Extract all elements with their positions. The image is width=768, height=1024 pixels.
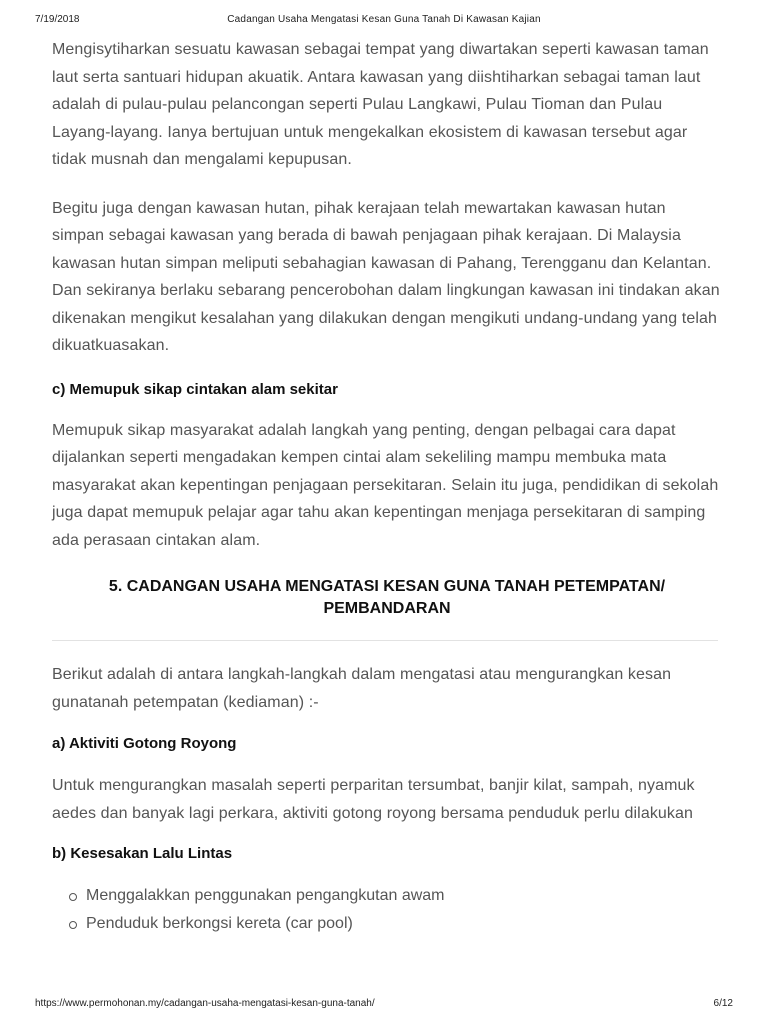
print-header — [35, 14, 733, 28]
paragraph-gotong-royong: Untuk mengurangkan masalah seperti perparitan tersumbat, banjir kilat, sampah, nyamuk aedes dan banyak lagi perkara, aktiviti gotong royong bersama penduduk perlu dilakukan — [52, 777, 695, 822]
paragraph-forest-reserves: Begitu juga dengan kawasan hutan, pihak kerajaan telah mewartakan kawasan hutan simpan sebagai kawasan yang berada di bawah penjagaan pihak kerajaan. Di Malaysia kawasan hutan simpan meliputi sebahagian kawasan di Pahang, Terengganu dan Kelantan. Dan sekiranya berlaku sebarang pencerobohan dalam lingkungan kawasan ini tindakan akan dikenakan mengikut kesalahan yang dilakukan dengan mengikuti undang-undang yang telah dikuatkuasakan. — [52, 199, 720, 354]
section-5-title: 5. CADANGAN USAHA MENGATASI KESAN GUNA TANAH PETEMPATAN/ PEMBANDARAN — [108, 578, 666, 617]
heading-gotong-royong: a) Aktiviti Gotong Royong — [52, 735, 237, 752]
list-item — [52, 910, 722, 938]
paragraph-marine-parks: Mengisytiharkan sesuatu kawasan sebagai tempat yang diwartakan seperti kawasan taman laut serta santuari hidupan akuatik. Antara kawasan yang diishtiharkan sebagai taman laut adalah di pulau-pulau pelancongan seperti Pulau Langkawi, Pulau Tioman dan Pulau Layang-layang. Ianya bertujuan untuk mengekalkan ekosistem di kawasan tersebut agar tidak musnah dan mengalami kepupusan. — [52, 41, 709, 168]
print-url: https://www.permohonan.my/cadangan-usaha-mengatasi-kesan-guna-tanah/ — [35, 998, 375, 1009]
paragraph-intro-steps: Berikut adalah di antara langkah-langkah dalam mengatasi atau mengurangkan kesan gunatanah petempatan (kediaman) :- — [52, 666, 672, 711]
heading-cintakan-alam: c) Memupuk sikap cintakan alam sekitar — [52, 380, 338, 398]
print-page-title: Cadangan Usaha Mengatasi Kesan Guna Tanah Di Kawasan Kajian — [227, 14, 541, 25]
paragraph-community-attitude: Memupuk sikap masyarakat adalah langkah yang penting, dengan pelbagai cara dapat dijalankan seperti mengadakan kempen cintai alam sekeliling mampu membuka mata masyarakat akan kepentingan penjagaan persekitaran. Selain itu juga, pendidikan di sekolah juga dapat memupuk pelajar agar tahu akan kepentingan menjaga persekitaran di samping ada perasaan cintakan alam. — [52, 421, 719, 549]
list-item-text: Penduduk berkongsi kereta (car pool) — [86, 915, 353, 932]
list-item — [52, 882, 722, 910]
traffic-bullet-list — [52, 882, 722, 938]
article-body — [52, 36, 722, 938]
print-date: 7/19/2018 — [35, 14, 80, 25]
page-number: 6/12 — [713, 998, 733, 1009]
circle-bullet-icon — [69, 893, 77, 901]
circle-bullet-icon — [69, 921, 77, 929]
list-item-text: Menggalakkan penggunakan pengangkutan awam — [86, 887, 445, 904]
print-footer — [35, 998, 733, 1012]
heading-lalu-lintas: b) Kesesakan Lalu Lintas — [52, 845, 233, 862]
